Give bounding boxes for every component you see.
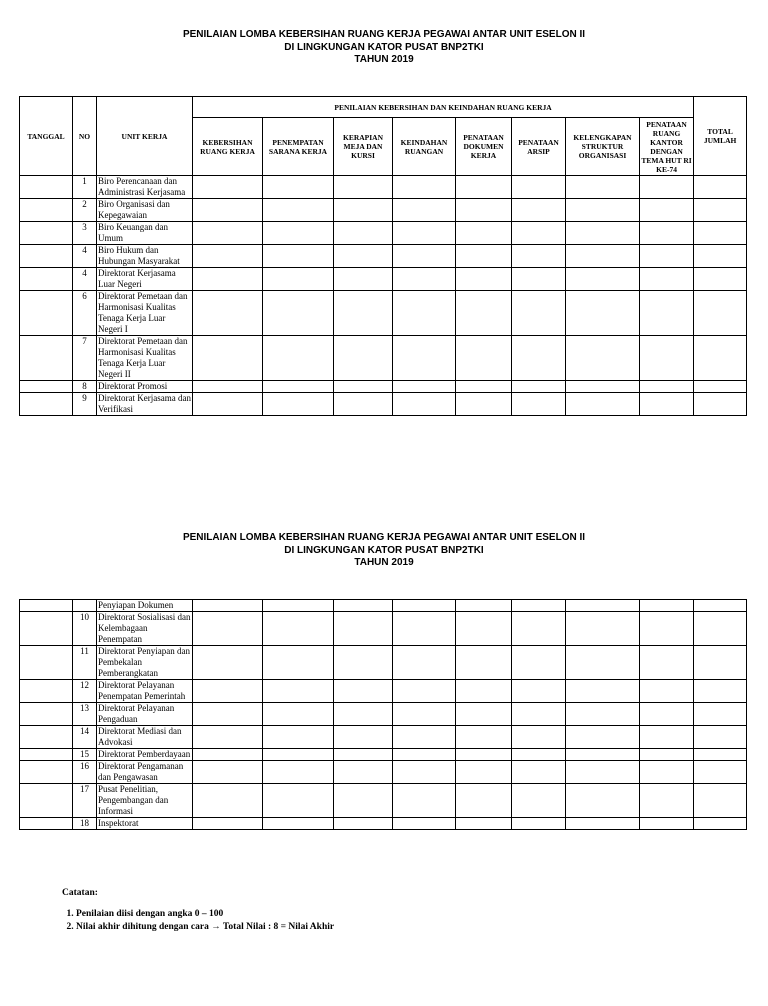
table-row (20, 268, 747, 291)
table-row (20, 600, 747, 612)
header-criterion: KERAPIAN MEJA DAN KURSI (334, 118, 393, 176)
table-row (20, 761, 747, 784)
note-item: 1. Penilaian diisi dengan angka 0 – 100 (76, 908, 334, 921)
row-unit: Biro Keuangan dan Umum (97, 222, 193, 245)
row-no: 1 (73, 176, 97, 199)
header-criterion: KEINDAHAN RUANGAN (393, 118, 456, 176)
row-unit: Biro Organisasi dan Kepegawaian (97, 199, 193, 222)
row-no: 14 (73, 726, 97, 749)
row-unit: Direktorat Mediasi dan Advokasi (97, 726, 193, 749)
row-no (73, 600, 97, 612)
table-row (20, 176, 747, 199)
row-unit: Direktorat Pengamanan dan Pengawasan (97, 761, 193, 784)
row-no: 4 (73, 268, 97, 291)
row-no: 9 (73, 393, 97, 416)
title-line: DI LINGKUNGAN KATOR PUSAT BNP2TKI (284, 544, 484, 556)
row-unit: Inspektorat (97, 818, 193, 830)
section1-title (0, 29, 768, 67)
row-no: 13 (73, 703, 97, 726)
row-unit: Biro Hukum dan Hubungan Masyarakat (97, 245, 193, 268)
row-unit: Direktorat Sosialisasi dan Kelembagaan Penempatan (97, 612, 193, 646)
table-row (20, 784, 747, 818)
row-no: 10 (73, 612, 97, 646)
assessment-table-1 (19, 96, 747, 416)
row-no: 4 (73, 245, 97, 268)
row-unit: Direktorat Pelayanan Penempatan Pemerintah (97, 680, 193, 703)
table-row (20, 749, 747, 761)
title-line: TAHUN 2019 (354, 557, 414, 568)
header-total: TOTAL JUMLAH (694, 97, 747, 176)
table-row (20, 291, 747, 336)
header-criterion: PENATAAN ARSIP (512, 118, 566, 176)
title-line: TAHUN 2019 (354, 54, 414, 65)
row-no: 17 (73, 784, 97, 818)
table-row (20, 726, 747, 749)
table-row (20, 245, 747, 268)
notes-list (62, 908, 334, 934)
row-no: 3 (73, 222, 97, 245)
row-unit: Direktorat Penyiapan dan Pembekalan Pemberangkatan (97, 646, 193, 680)
table-row (20, 222, 747, 245)
row-unit: Direktorat Pemetaan dan Harmonisasi Kualitas Tenaga Kerja Luar Negeri I (97, 291, 193, 336)
header-criterion: PENATAAN RUANG KANTOR DENGAN TEMA HUT RI KE-74 (641, 119, 692, 174)
table-row (20, 818, 747, 830)
row-no: 8 (73, 381, 97, 393)
section2-title (0, 532, 768, 570)
header-criterion: KEBERSIHAN RUANG KERJA (193, 118, 263, 176)
row-no: 16 (73, 761, 97, 784)
header-criterion: KELENGKAPAN STRUKTUR ORGANISASI (566, 118, 640, 176)
header-group: PENILAIAN KEBERSIHAN DAN KEINDAHAN RUANG KERJA (193, 97, 694, 118)
table-row (20, 612, 747, 646)
row-no: 15 (73, 749, 97, 761)
header-criterion: PENATAAN DOKUMEN KERJA (456, 118, 512, 176)
row-unit: Direktorat Pelayanan Pengaduan (97, 703, 193, 726)
row-no: 2 (73, 199, 97, 222)
table-row (20, 381, 747, 393)
title-line: PENILAIAN LOMBA KEBERSIHAN RUANG KERJA PEGAWAI ANTAR UNIT ESELON II (182, 29, 586, 40)
row-unit: Pusat Penelitian, Pengembangan dan Informasi (97, 784, 193, 818)
assessment-table-2 (19, 599, 747, 830)
row-no: 11 (73, 646, 97, 680)
row-no: 7 (73, 336, 97, 381)
row-unit: Penyiapan Dokumen (97, 600, 193, 612)
notes (62, 887, 334, 934)
header-tanggal: TANGGAL (20, 97, 73, 176)
header-no: NO (73, 97, 97, 176)
row-unit: Direktorat Pemberdayaan (97, 749, 193, 761)
row-no: 6 (73, 291, 97, 336)
table-row (20, 336, 747, 381)
table-row (20, 393, 747, 416)
table-row (20, 703, 747, 726)
table-row (20, 680, 747, 703)
row-unit: Direktorat Kerjasama Luar Negeri (97, 268, 193, 291)
title-line: DI LINGKUNGAN KATOR PUSAT BNP2TKI (284, 41, 484, 53)
notes-heading: Catatan: (62, 888, 98, 898)
row-unit: Direktorat Promosi (97, 381, 193, 393)
header-unit-kerja: UNIT KERJA (97, 97, 193, 176)
row-unit: Biro Perencanaan dan Administrasi Kerjasama (97, 176, 193, 199)
note-item: 2. Nilai akhir dihitung dengan cara → Total Nilai : 8 = Nilai Akhir (76, 921, 334, 934)
row-no: 18 (73, 818, 97, 830)
title-line: PENILAIAN LOMBA KEBERSIHAN RUANG KERJA PEGAWAI ANTAR UNIT ESELON II (182, 532, 586, 543)
row-unit: Direktorat Kerjasama dan Verifikasi (98, 393, 191, 414)
row-unit: Direktorat Pemetaan dan Harmonisasi Kualitas Tenaga Kerja Luar Negeri II (97, 336, 193, 381)
table-row (20, 199, 747, 222)
header-criterion: PENEMPATAN SARANA KERJA (263, 118, 334, 176)
table-row (20, 646, 747, 680)
row-no: 12 (73, 680, 97, 703)
